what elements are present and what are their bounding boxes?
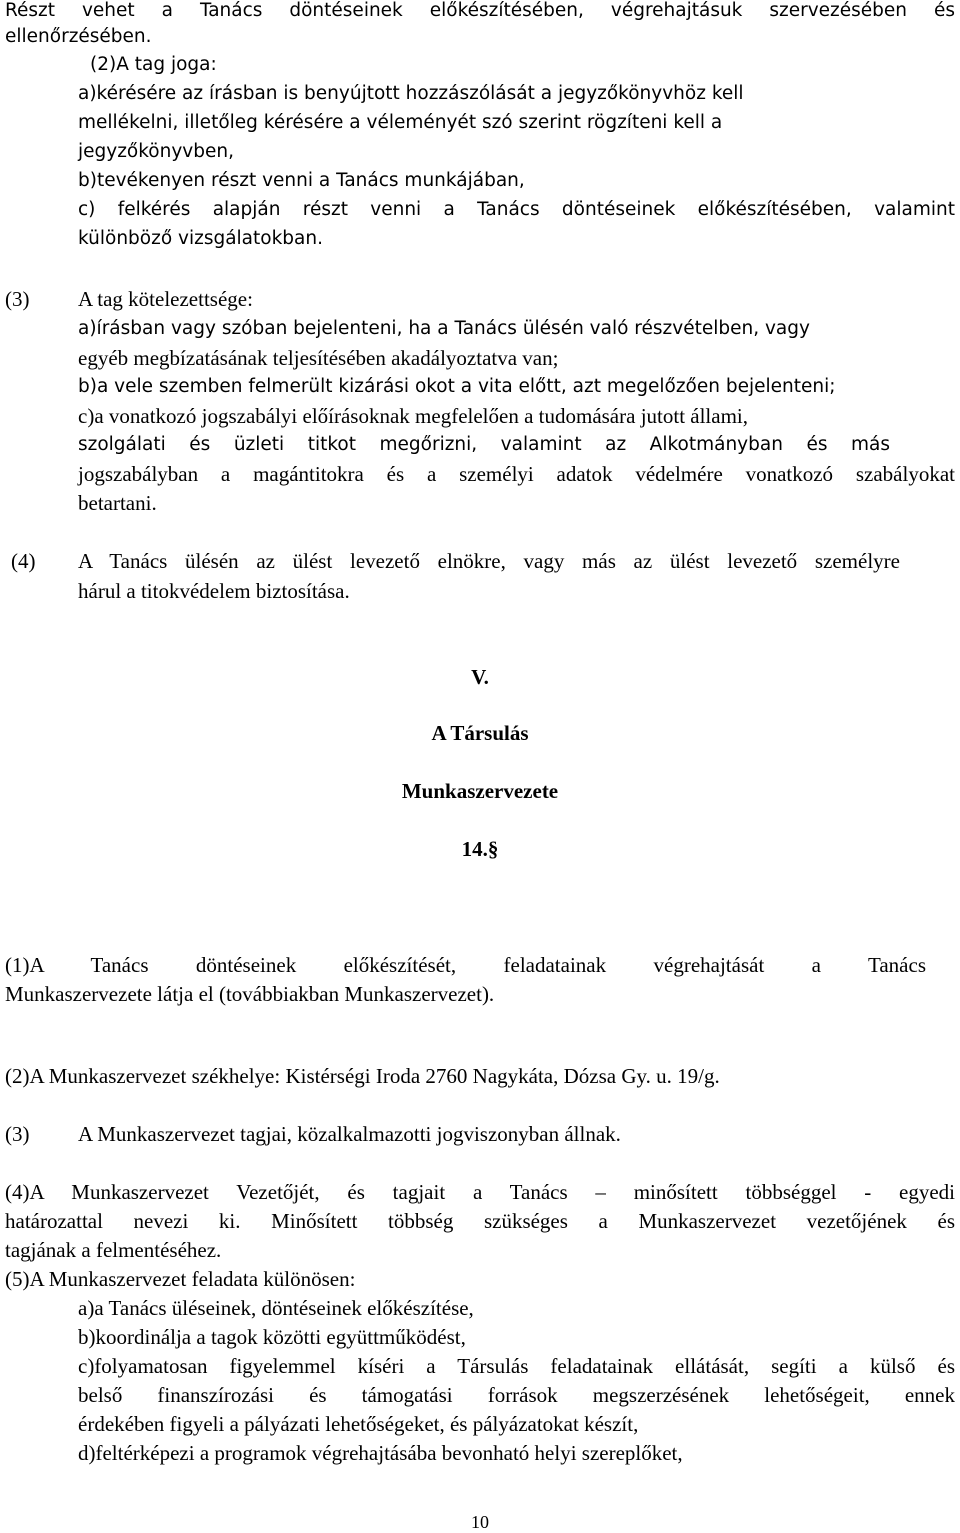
text-line: c)a vonatkozó jogszabályi előírásoknak megfelelően a tudomására jutott állami, — [78, 404, 749, 428]
text-line: a)írásban vagy szóban bejelenteni, ha a Tanács ülésén való részvételben, vagy — [78, 318, 810, 339]
text-line: d)feltérképezi a programok végrehajtásába bevonható helyi szereplőket, — [78, 1441, 683, 1465]
text-line: b)tevékenyen részt venni a Tanács munkájában, — [78, 170, 525, 191]
text-line: tagjának a felmentéséhez. — [5, 1238, 222, 1262]
page-number: 10 — [471, 1512, 489, 1532]
text-line: (4)A Munkaszervezet Vezetőjét, és tagjait a Tanács – minősített többséggel - egyedi — [5, 1180, 955, 1204]
paragraph-heading: (2)A tag joga: — [90, 54, 217, 75]
text-line: jegyzőkönyvben, — [78, 141, 234, 162]
text-line: Munkaszervezete látja el (továbbiakban Munkaszervezet). — [5, 982, 495, 1006]
text-line: érdekében figyeli a pályázati lehetőségeket, és pályázatokat készít, — [78, 1412, 639, 1436]
text-line: a)kérésére az írásban is benyújtott hozzászólását a jegyzőkönyvhöz kell — [78, 83, 744, 104]
text-line: a)a Tanács üléseinek, döntéseinek előkészítése, — [78, 1296, 474, 1320]
chapter-number: V. — [471, 665, 489, 689]
paragraph-number: (3) — [5, 1122, 30, 1146]
chapter-title: A Társulás — [431, 721, 529, 745]
text-line: betartani. — [78, 491, 157, 515]
chapter-title: Munkaszervezete — [401, 779, 559, 803]
text-line: c)folyamatosan figyelemmel kíséri a Társulás feladatainak ellátását, segíti a külső és — [78, 1354, 955, 1378]
text-line: jogszabályban a magántitokra és a személyi adatok védelmére vonatkozó szabályokat — [78, 462, 955, 486]
text-line: Részt vehet a Tanács döntéseinek előkészítésében, végrehajtásuk szervezésében és — [5, 0, 955, 21]
text-line: c) felkérés alapján részt venni a Tanács döntéseinek előkészítésében, valamint — [78, 199, 955, 220]
paragraph-number: (3) — [5, 287, 30, 311]
text-line: szolgálati és üzleti titkot megőrizni, valamint az Alkotmányban és más — [78, 434, 890, 455]
text-line: A Tanács ülésén az ülést levezető elnökre, vagy más az ülést levezető személyre — [78, 549, 900, 573]
text-line: mellékelni, illetőleg kérésére a véleményét szó szerint rögzíteni kell a — [78, 112, 723, 133]
text-line: b)a vele szemben felmerült kizárási okot a vita előtt, azt megelőzően bejelenteni; — [78, 376, 836, 397]
text-line: hárul a titokvédelem biztosítása. — [78, 579, 350, 603]
text-line: (1)A Tanács döntéseinek előkészítését, feladatainak végrehajtását a Tanács — [5, 953, 926, 977]
paragraph-number: (4) — [11, 549, 36, 573]
text-line: ellenőrzésében. — [5, 26, 152, 47]
paragraph-heading: A tag kötelezettsége: — [78, 287, 253, 311]
paragraph-heading: (5)A Munkaszervezet feladata különösen: — [5, 1267, 356, 1291]
text-line: határozattal nevezi ki. Minősített többség szükséges a Munkaszervezet vezetőjének és — [5, 1209, 955, 1233]
text-line: egyéb megbízatásának teljesítésében akadályoztatva van; — [78, 346, 559, 370]
text-line: A Munkaszervezet tagjai, közalkalmazotti jogviszonyban állnak. — [78, 1122, 621, 1146]
text-line: különböző vizsgálatokban. — [78, 228, 323, 249]
text-line: belső finanszírozási és támogatási források megszerzésének lehetőségeit, ennek — [78, 1383, 955, 1407]
text-line: b)koordinálja a tagok közötti együttműködést, — [78, 1325, 466, 1349]
text-line: (2)A Munkaszervezet székhelye: Kistérségi Iroda 2760 Nagykáta, Dózsa Gy. u. 19/g. — [5, 1064, 720, 1088]
section-number: 14.§ — [461, 837, 499, 861]
